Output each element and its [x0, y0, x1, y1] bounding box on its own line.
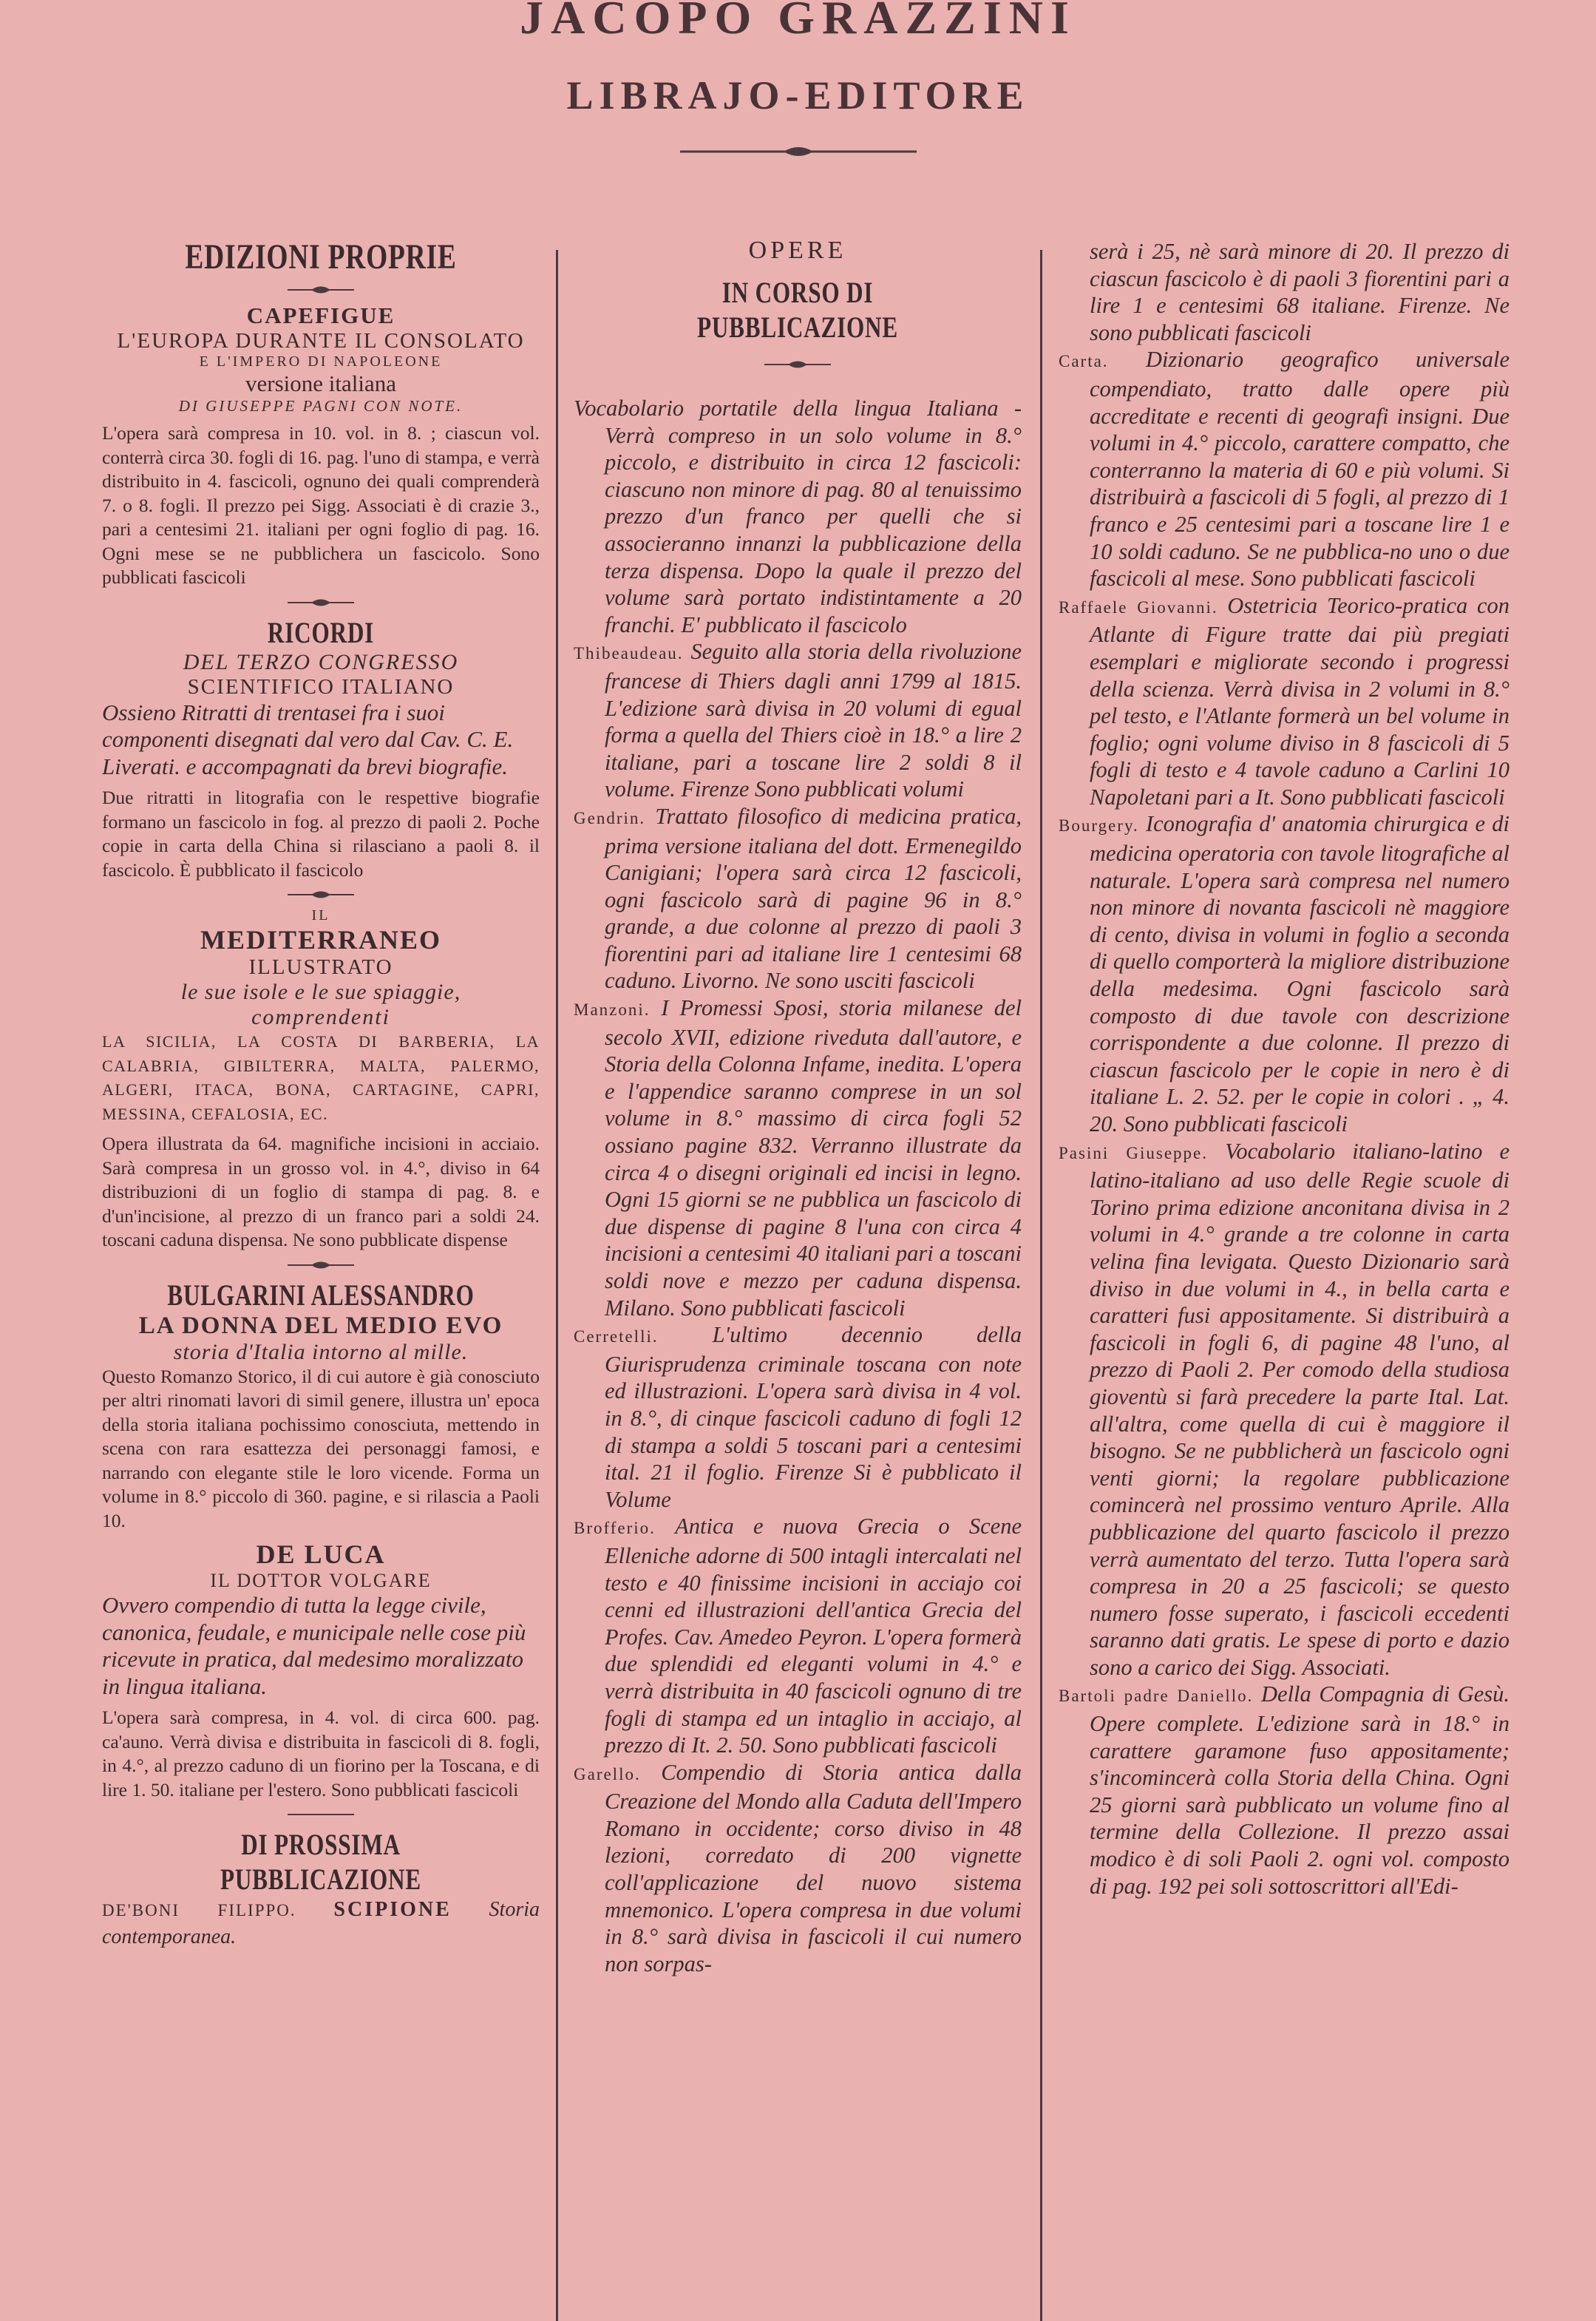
col2-entry: [574, 638, 1022, 803]
col3-entry-author: Pasini Giuseppe.: [1059, 1143, 1209, 1162]
col2-entry: [574, 1513, 1022, 1758]
bulgarini-author: BULGARINI ALESSANDRO: [167, 1278, 475, 1312]
deluca-desc: Ovvero compendio di tutta la legge civile, canonica, feudale, e municipale nelle cose più ricevute in pratica, dal medesimo moralizzato in lingua italiana.: [102, 1592, 526, 1699]
ricordi-body: Due ritratti in litografia con le respettive biografie formano un fascicolo in fog. al prezzo di paoli 2. Poche copie in carta della China si rilasciano a paoli 8. il fascicolo. È pubblicato il fascicolo: [102, 787, 540, 881]
col3-entry: [1059, 1681, 1510, 1900]
col2-entry-author: Thibeaudeau.: [574, 644, 684, 663]
col2-entry-author: Cerretelli.: [574, 1327, 659, 1346]
ricordi-desc: Ossieno Ritratti di trentasei fra i suoi componenti disegnati dal vero dal Cav. C. E. Liverati. e accompagnati da brevi biografie.: [102, 699, 514, 779]
col3-entry-body: Vocabolario italiano-latino e latino-italiano ad uso delle Regie scuole di Torino prima edizione anconitana divisa in 2 volumi in 4.° grande a tre colonne in carta velina fina levigata. Questo Dizionario sarà diviso in due volumi in 4., in bella carta e caratteri fusi appositamente. Si distribuirà a fascicoli in fogli 6, di pagine 48 l'uno, al prezzo di Paoli 2. Per comodo della studiosa gioventù si farà precedere la parte Ital. Lat. all'altra, come quella di cui è maggiore il bisogno. Se ne pubblicherà un fascicolo ogni venti giorni; la regolare pubblicazione comincerà nel prossimo venturo Aprile. Alla pubblicazione del quarto fascicolo il prezzo verrà aumentato del terzo. Tutta l'opera sarà compresa in 20 a 25 fascicoli; se questo numero fosse superato, i fascicoli eccedenti saranno dati gratis. Le spese di porto e dazio sono a carico dei Sigg. Associati.: [1090, 1138, 1510, 1680]
capefigue-subtitle: E L'IMPERO DI NAPOLEONE: [199, 353, 443, 370]
capefigue-body: L'opera sarà compresa in 10. vol. in 8. ; ciascun vol. conterrà circa 30. fogli di 16. pag. l'uno di stampa, e verrà distribuito in 4. fascicoli, ognuno dei quali comprenderà 7. o 8. fogli. Il prezzo pei Sigg. Associati è di crazie 3., pari a centesimi 21. italiani per ogni foglio di pag. 16. Ogni mese se ne pubblichera un fascicolo. Sono pubblicati fascicoli: [102, 422, 540, 588]
ornament-divider: [288, 594, 354, 611]
col2-entry-body: Antica e nuova Grecia o Scene Elleniche adorne di 500 intagli intercalati nel testo e 40 finissime incisioni in acciajo coi cenni ed illustrazioni dell'antica Grecia del Profes. Cav. Amedeo Peyron. L'opera formerà due splendidi ed eleganti volumi in 4.° e verrà distribuita in 40 fascicoli ognuno di tre fogli di stampa ed un intaglio in acciajo, al prezzo di It. 2. 50. Sono pubblicati fascicoli: [605, 1514, 1022, 1758]
col3-entry: [1059, 810, 1510, 1137]
opere-header: OPERE: [748, 237, 847, 264]
prossima-header: DI PROSSIMA PUBBLICAZIONE: [220, 1828, 421, 1896]
deluca-body: L'opera sarà compresa, in 4. vol. di circa 600. pag. ca'auno. Verrà divisa e distribuita in fascicoli di 8. fogli, in 4.°, al prezzo caduno di un fiorino per la Toscana, e di lire 1. 50. italiane per l'estero. Sono pubblicati fascicoli: [102, 1707, 540, 1800]
col2-entry-body: Seguito alla storia della rivoluzione francese di Thiers dagli anni 1799 al 1815. L'edizione sarà divisa in 20 volumi di egual forma a quella del Thiers cioè in 18.° a lire 2 italiane, pari a toscane lire 2 soldi 8 il volume. Firenze Sono pubblicati volumi: [605, 639, 1022, 802]
vocabolario-body: Vocabolario portatile della lingua Italiana - Verrà compreso in un solo volume in 8.° piccolo, e distribuito in circa 12 fascicoli: ciascuno non minore di pag. 80 al tenuissimo prezzo d'un franco per quelli che si associeranno innanzi la pubblicazione della terza dispensa. Dopo la quale il prezzo del volume sarà portato indistintamente a 20 franchi. E' pubblicato il fascicolo: [574, 396, 1022, 637]
col3-entry-author: Raffaele Giovanni.: [1059, 597, 1218, 617]
col2-entry-list: [574, 638, 1022, 1977]
col3-entry-author: Bartoli padre Daniello.: [1059, 1687, 1254, 1706]
column-continued: [1059, 238, 1510, 2321]
bulgarini-subtitle: storia d'Italia intorno al mille.: [173, 1339, 469, 1364]
capefigue-title: L'EUROPA DURANTE IL CONSOLATO: [117, 329, 525, 353]
ornament-divider: [764, 356, 831, 373]
ornament-divider: [288, 1806, 354, 1823]
capefigue-version: versione italiana: [245, 370, 396, 396]
col3-continuation-body: serà i 25, nè sarà minore di 20. Il prezzo di ciascun fascicolo è di paoli 3 fiorentini pari a lire 1 e centesimi 68 italiane. Firenze. Ne sono pubblicati fascicoli: [1090, 239, 1510, 345]
prossima-desc: Storia contemporanea.: [102, 1898, 540, 1948]
column-divider-left: [556, 250, 558, 2321]
col3-entry-body: Della Compagnia di Gesù. Opere complete. L'edizione sarà in 18.° in carattere garamone fuso appositamente; s'incomincerà colla Storia della China. Ogni 25 giorni sarà pubblicato un volume fino al termine della Collezione. Il prezzo assai modico è di soli Paoli 2. ogni vol. composto di pag. 192 pei soli sottoscrittori all'Edi-: [1090, 1681, 1510, 1899]
ricordi-line2: SCIENTIFICO ITALIANO: [187, 674, 455, 699]
col3-entry-body: Ostetricia Teorico-pratica con Atlante di Figure tratte dai più pregiati esemplari e migliorate secondo i progressi della scienza. Verrà divisa in 2 volumi in 8.° pel testo, e l'Atlante formerà un bel volume in foglio; ogni volume diviso in 8 fascicoli di 5 fogli di testo e 4 tavole caduno a Carlini 10 Napoletani pari a It. Sono pubblicati fascicoli: [1090, 592, 1510, 810]
col2-entry-body: I Promessi Sposi, storia milanese del secolo XVII, edizione riveduta dall'autore, e Storia della Colonna Infame, inedita. L'opera e l'appendice saranno comprese in un sol volume in 8.° massimo di circa fogli 52 ossiano pagine 832. Verranno illustrate da circa 4 o disegni originali ed incisi in legno. Ogni 15 giorni se ne pubblica un fascicolo di due dispense di pagine 8 l'una con circa 4 incisioni a centesimi 40 italiani pari a toscani soldi nove e mezzo per caduna dispensa. Milano. Sono pubblicati fascicoli: [605, 995, 1022, 1321]
ricordi-line1: DEL TERZO CONGRESSO: [183, 649, 459, 674]
bulgarini-title: LA DONNA DEL MEDIO EVO: [138, 1312, 503, 1339]
col3-entry: [1059, 592, 1510, 811]
publisher-trade: LIBRAJO-EDITORE: [566, 73, 1030, 118]
col3-entry-body: Iconografia d' anatomia chirurgica e di medicina operatoria con tavole litografiche al naturale. L'opera sarà compresa nel numero non minore di novanta fascicoli nè maggiore di cento, divisa in volumi in foglio a seconda di quello comporterà la migliore distribuzione della medesima. Ogni fascicolo sarà composto di due tavole con descrizione corrispondente a due colonne. Il prezzo di ciascun fascicolo per le copie in nero è di italiane L. 2. 52. per le copie in colori . „ 4. 20. Sono pubblicati fascicoli: [1090, 811, 1510, 1136]
col3-entry: [1059, 346, 1510, 592]
col2-entry-author: Brofferio.: [574, 1519, 656, 1538]
deluca-title: IL DOTTOR VOLGARE: [210, 1570, 432, 1591]
col2-entry-author: Garello.: [574, 1764, 641, 1783]
mediterraneo-body: Opera illustrata da 64. magnifiche incisioni in acciaio. Sarà compresa in un grosso vol. in 4.°, diviso in 64 distribuzioni di un foglio di stampa di pag. 8. e d'un'incisione, al prezzo di un franco pari a soldi 24. toscani caduna dispensa. Ne sono pubblicate dispense: [102, 1133, 540, 1250]
col3-entry-body: Dizionario geografico universale compendiato, tratto dalle opere più accreditate e recenti di geografi insigni. Due volumi in 4.° piccolo, carattere compatto, che conterranno la materia di 60 e più volumi. Si distribuirà a fascicoli di 5 fogli, al prezzo di 1 franco e 25 centesimi pari a toscane lire 1 e 10 soldi caduno. Se ne pubblica-no uno o due fascicoli al mese. Sono pubblicati fascicoli: [1090, 347, 1510, 592]
ornament-divider: [288, 1257, 354, 1273]
capefigue-translator: DI GIUSEPPE PAGNI CON NOTE.: [178, 397, 463, 415]
prossima-entry: [102, 1897, 540, 1951]
mediterraneo-illustrato: ILLUSTRATO: [248, 955, 393, 979]
col3-entry: [1059, 1138, 1510, 1681]
prossima-title: SCIPIONE: [333, 1898, 452, 1921]
mediterraneo-title: MEDITERRANEO: [200, 925, 442, 955]
col2-entry: [574, 1759, 1022, 1978]
col2-entry-body: Trattato filosofico di medicina pratica, prima versione italiana del dott. Ermenegildo Canigiani; l'opera sarà circa 12 fascicoli, ogni fascicolo sarà di pagine 96 in 8.° grande, a due colonne al prezzo di paoli 3 fiorentini pari ad italiane lire 1 centesimi 68 caduno. Livorno. Ne sono usciti fascicoli: [605, 803, 1022, 994]
prossima-name: DE'BONI FILIPPO.: [102, 1901, 296, 1920]
col3-entry-author: Carta.: [1059, 352, 1109, 371]
col3-continuation: [1059, 238, 1510, 346]
col3-entry-list: [1059, 346, 1510, 1900]
masthead-ornament-rule: [680, 140, 917, 163]
masthead: [0, 0, 1596, 163]
ricordi-title: RICORDI: [267, 615, 375, 649]
mediterraneo-places: LA SICILIA, LA COSTA DI BARBERIA, LA CALABRIA, GIBILTERRA, MALTA, PALERMO, ALGERI, ITACA, BONA, CARTAGINE, CAPRI, MESSINA, CEFALOSIA, EC.: [102, 1032, 540, 1123]
col2-entry: [574, 803, 1022, 995]
mediterraneo-line2: comprendenti: [251, 1005, 390, 1029]
deluca-author: DE LUCA: [256, 1539, 386, 1569]
section-header-edizioni-proprie: EDIZIONI PROPRIE: [185, 237, 457, 277]
bulgarini-body: Questo Romanzo Storico, il di cui autore è già conosciuto per altri rinomati lavori di simil genere, illustra un' epoca della storia italiana pochissimo conosciuta, mettendo in scena con rara esattezza dei personaggi famosi, e narrando con elegante stile le loro vicende. Forma un volume in 8.° piccolo di 360. pagine, e si rilascia a Paoli 10.: [102, 1365, 540, 1531]
col3-entry-author: Bourgery.: [1059, 816, 1139, 836]
col2-entry: [574, 1321, 1022, 1513]
ornament-divider: [288, 887, 354, 903]
col2-entry-author: Gendrin.: [574, 808, 646, 827]
col2-entry: [574, 995, 1022, 1321]
mediterraneo-line1: le sue isole e le sue spiaggie,: [180, 980, 461, 1004]
column-opere-in-corso: [574, 237, 1022, 2321]
vocabolario-entry: [574, 395, 1022, 638]
col2-entry-body: Compendio di Storia antica dalla Creazione del Mondo alla Caduta dell'Impero Romano in occidente; corso diviso in 48 lezioni, corredato di 200 vignette coll'applicazione del nuovo sistema mnemonico. L'opera compresa in due volumi in 8.° sarà divisa in fascicoli il cui numero non sorpas-: [605, 1759, 1022, 1976]
capefigue-author: CAPEFIGUE: [246, 302, 395, 328]
ornament-divider: [288, 282, 354, 298]
mediterraneo-il: IL: [311, 907, 330, 924]
in-corso-header: IN CORSO DI PUBBLICAZIONE: [697, 276, 898, 344]
col2-entry-body: L'ultimo decennio della Giurisprudenza criminale toscana con note ed illustrazioni. L'opera sarà divisa in 4 vol. in 8.°, di cinque fascicoli caduno di fogli 12 di stampa a soldi 5 toscani pari a centesimi ital. 21 il foglio. Firenze Si è pubblicato il Volume: [605, 1322, 1022, 1512]
column-divider-right: [1040, 250, 1042, 2321]
publisher-name: JACOPO GRAZZINI: [520, 0, 1076, 44]
column-edizioni-proprie: [102, 237, 540, 2321]
col2-entry-author: Manzoni.: [574, 1000, 651, 1020]
